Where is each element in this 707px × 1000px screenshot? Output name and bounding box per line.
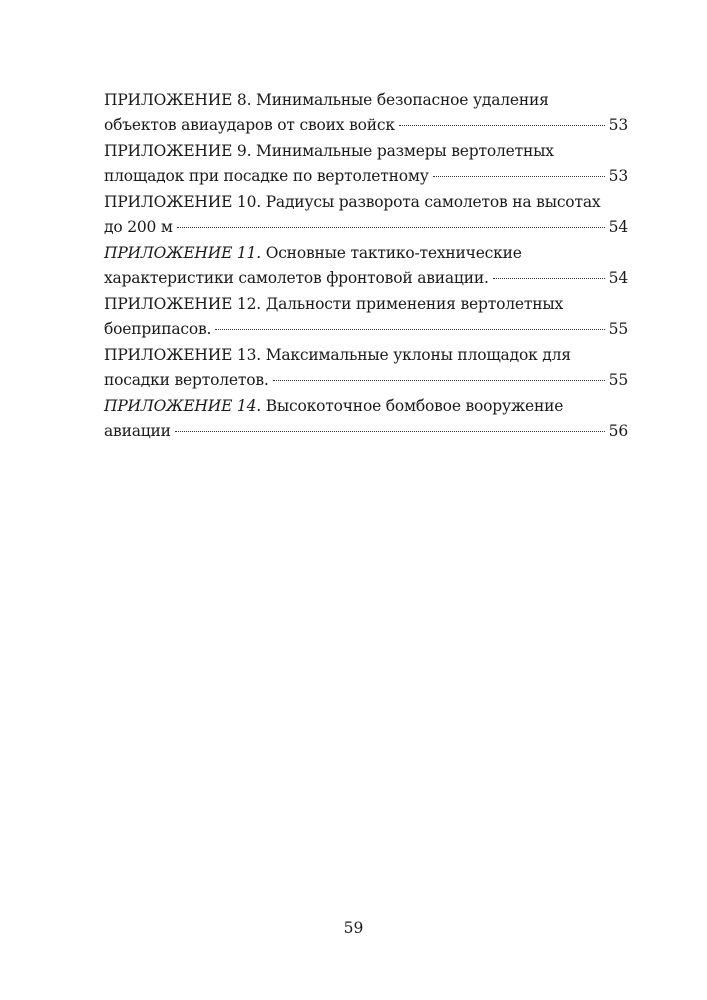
toc-entry-prefix: ПРИЛОЖЕНИЕ 12.: [104, 295, 261, 313]
toc-entry-title: [104, 394, 628, 419]
toc-entry-title-line2: посадки вертолетов.: [104, 371, 269, 389]
dot-leader: [175, 431, 605, 432]
toc-entry-title: [104, 139, 628, 164]
toc-entry-prefix: ПРИЛОЖЕНИЕ 9.: [104, 142, 252, 160]
toc-entry-appendix-11[interactable]: [104, 241, 628, 291]
toc-entry-appendix-9[interactable]: [104, 139, 628, 189]
dot-leader: [273, 380, 605, 381]
toc-entry-prefix: ПРИЛОЖЕНИЕ 14.: [104, 397, 261, 415]
toc-entry-page-number: 54: [608, 218, 628, 236]
toc-entry-title-line2: объектов авиаударов от своих войск: [104, 116, 395, 134]
toc-entry-title-line1: Минимальные безопасное удаления: [251, 91, 549, 109]
toc-entry-title-line1: Максимальные уклоны площадок для: [260, 346, 571, 364]
toc-entry-title-line1: Высокоточное бомбовое вооружение: [260, 397, 564, 415]
toc-entry-title-line1: Основные тактико-технические: [260, 244, 522, 262]
dot-leader: [493, 278, 605, 279]
toc-entry-page-number: 55: [608, 320, 628, 338]
toc-entry-title-line1: Радиусы разворота самолетов на высотах: [260, 193, 601, 211]
dot-leader: [215, 329, 604, 330]
toc-entry-page-number: 55: [608, 371, 628, 389]
toc-entry-title: [104, 190, 628, 215]
toc-entry-page-number: 56: [608, 422, 628, 440]
toc-entry-appendix-10[interactable]: [104, 190, 628, 240]
toc-entry-appendix-8[interactable]: [104, 88, 628, 138]
toc-entry-prefix: ПРИЛОЖЕНИЕ 10.: [104, 193, 261, 211]
toc-entry-page-number: 53: [608, 116, 628, 134]
toc-entry-title-line2: боеприпасов.: [104, 320, 212, 338]
toc-entry-title-line1: Минимальные размеры вертолетных: [251, 142, 554, 160]
dot-leader: [433, 176, 605, 177]
dot-leader: [399, 125, 605, 126]
toc-entry-title-line2: площадок при посадке по вертолетному: [104, 167, 429, 185]
toc-entry-title-line2: характеристики самолетов фронтовой авиации.: [104, 269, 489, 287]
toc-entry-appendix-12[interactable]: [104, 292, 628, 342]
toc-entry-prefix: ПРИЛОЖЕНИЕ 8.: [104, 91, 252, 109]
toc-entry-appendix-14[interactable]: [104, 394, 628, 444]
table-of-contents: [104, 88, 628, 445]
dot-leader: [177, 227, 605, 228]
toc-entry-page-number: 53: [608, 167, 628, 185]
toc-entry-prefix: ПРИЛОЖЕНИЕ 13.: [104, 346, 261, 364]
toc-entry-appendix-13[interactable]: [104, 343, 628, 393]
toc-entry-title: [104, 241, 628, 266]
toc-entry-title-line2: авиации: [104, 422, 171, 440]
toc-entry-title: [104, 292, 628, 317]
toc-entry-prefix: ПРИЛОЖЕНИЕ 11.: [104, 244, 261, 262]
toc-entry-title: [104, 343, 628, 368]
toc-entry-title-line2: до 200 м: [104, 218, 173, 236]
toc-entry-title-line1: Дальности применения вертолетных: [260, 295, 564, 313]
toc-entry-page-number: 54: [608, 269, 628, 287]
page-number: 59: [343, 919, 364, 937]
toc-entry-title: [104, 88, 628, 113]
